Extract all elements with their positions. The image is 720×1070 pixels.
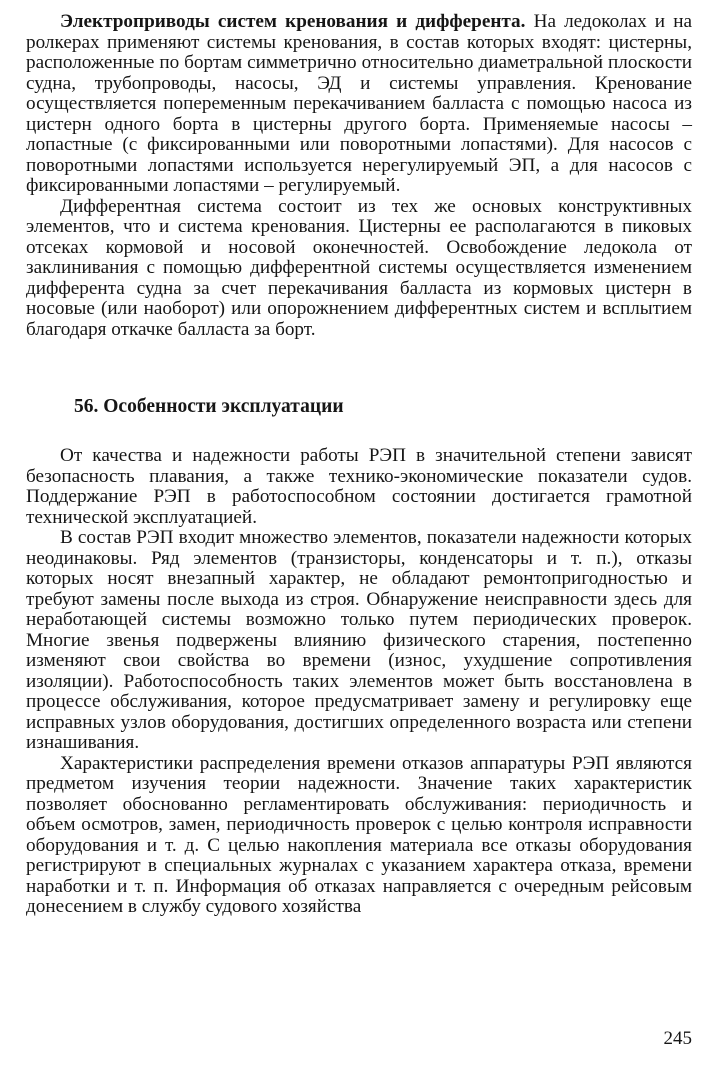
paragraph-trim-system: Дифферентная система состоит из тех же основых конструктивных элементов, что и система кренования. Цистерны ее располагаются в пиковых отсеках кормовой и носовой оконечностей. Освобождение ледокола от заклинивания с помощью дифферентной системы осуществляется изменением дифферента судна за счет перекачивания балласта из кормовых цистерн в носовые (или наоборот) или опорожнением дифферентных систем и всплытием благодаря откачке балласта за борт. xyxy=(26,195,692,340)
paragraph-elements: В состав РЭП входит множество элементов, показатели надежности которых неодинаковы. Ряд элементов (транзисторы, конденсаторы и т. п.), отказы которых носят внезапный характер, не обладают ремонтопригодностью и требуют замены после выхода из строя. Обнаружение неисправности здесь для неработающей системы возможно только путем периодических проверок. Многие звенья подвержены влиянию физического старения, постепенно изменяют свои свойства во времени (износ, ухудшение сопротивления изоляции). Работоспособность таких элементов может быть восстановлена в процессе обслуживания, которое предусматривает замену и регулировку еще исправных узлов оборудования, достигших определенного возраста или степени изнашивания. xyxy=(26,527,692,753)
paragraph-lead: Электроприводы систем кренования и дифферента. xyxy=(60,11,526,32)
section-heading: 56. Особенности эксплуатации xyxy=(74,396,344,417)
page-content xyxy=(26,12,692,918)
page-number: 245 xyxy=(663,1028,692,1049)
paragraph-text: На ледоколах и на ролкерах применяют системы кренования, в состав которых входят: цистерны, расположенные по бортам симметрично относительно диаметральной плоскости судна, трубопроводы, насосы, ЭД и системы управления. Кренование осуществляется попеременным перекачиванием балласта с помощью насоса из цистерн одного борта в цистерны другого борта. Применяемые насосы – лопастные (с фиксированными или поворотными лопастями). Для насосов с поворотными лопастями используется нерегулируемый ЭП, а для насосов с фиксированными лопастями – регулируемый. xyxy=(26,11,692,196)
section-gap xyxy=(26,340,692,396)
paragraph-characteristics: Характеристики распределения времени отказов аппаратуры РЭП являются предметом изучения теории надежности. Значение таких характеристик позволяет обоснованно регламентировать обслуживания: периодичность и объем осмотров, замен, периодичность проверок с целью контроля исправности оборудования и т. д. С целью накопления материала все отказы оборудования регистрируют в специальных журналах с указанием характера отказа, времени наработки и т. п. Информация об отказах направляется с очередным рейсовым донесением в службу судового хозяйства xyxy=(26,752,692,917)
paragraph-heeling-trim xyxy=(26,12,692,197)
paragraph-quality: От качества и надежности работы РЭП в значительной степени зависят безопасность плавания, а также технико-экономические показатели судов. Поддержание РЭП в работоспособном состоянии достигается грамотной технической эксплуатацией. xyxy=(26,445,692,528)
